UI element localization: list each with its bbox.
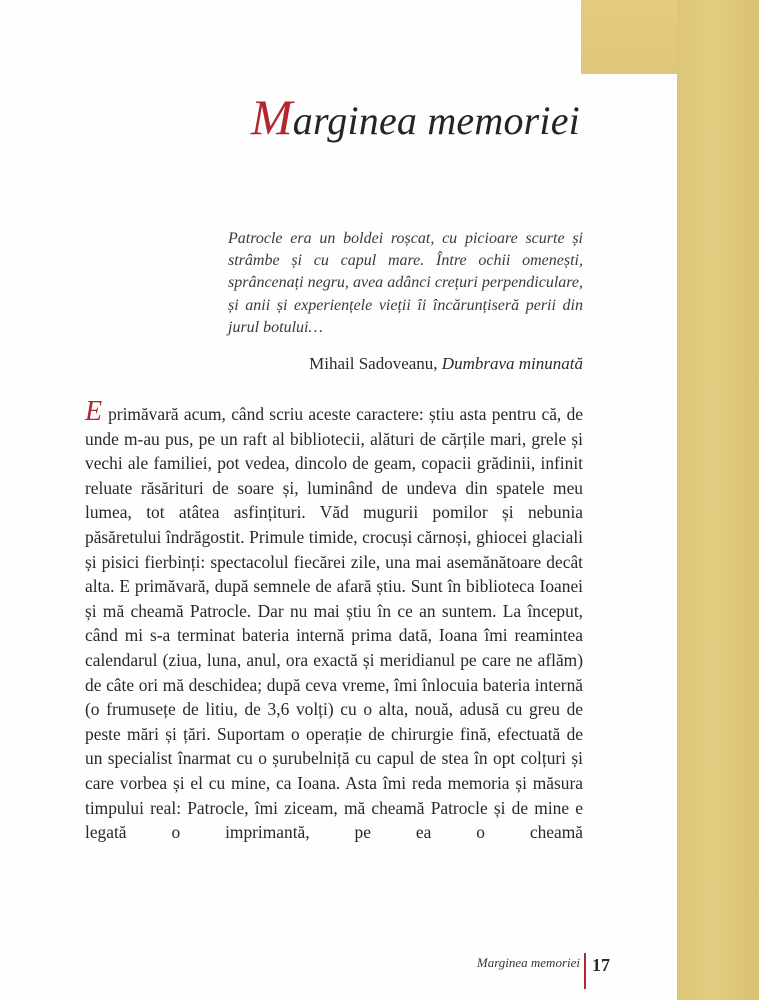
drop-cap: E [85,396,103,427]
body-paragraph [85,398,583,845]
chapter-title [100,88,580,146]
epigraph-work: Dumbrava minunată [441,354,583,373]
title-initial: M [250,89,293,145]
epigraph-author: Mihail Sadoveanu, [309,354,438,373]
epigraph-quote: Patrocle era un boldei roșcat, cu picioare scurte și strâmbe și cu capul mare. Între ochii omenești, sprâncenați negru, avea adânci crețuri perpendiculare, și anii și experiențele vieții îi încărunțiseră perii din jurul botului… [228,230,583,336]
epigraph-attribution [200,354,583,374]
running-footer-title: Marginea memoriei [476,955,580,970]
page-number: 17 [592,955,610,975]
footer-divider [584,953,586,989]
side-decorative-band [677,0,759,1000]
body-text: primăvară acum, când scriu aceste caractere: știu asta pentru că, de unde m-au pus, pe un raft al bibliotecii, alături de cărțile mari, grele și vechi ale familiei, pot vedea, dincolo de geam, copacii grădinii, infinit reluate răsărituri de soare și, luminând de undeva din spatele meu lumea, tot atâtea asfințituri. Văd mugurii pomilor și nebunia păsăretului îndrăgostit. Primule timide, crocuși cărnoși, ghiocei glaciali și pisici fierbinți: spectacolul fiecărei zile, una mai asemănătoare decât alta. E primăvară, după semnele de afară știu. Sunt în biblioteca Ioanei și mă cheamă Patrocle. Dar nu mai știu în ce an suntem. La început, când mi s-a terminat bateria internă prima dată, Ioana îmi reamintea calendarul (ziua, luna, anul, ora exactă și meridianul pe care ne aflăm) de câte ori mă deschidea; după ceva vreme, îmi înlocuia bateria internă (o frumusețe de litiu, de 3,6 volți) cu o alta, nouă, adusă cu greu de peste mări și țări. Suportam o operație de chirurgie fină, efectuată de un specialist înarmat cu o șurubelniță cu capul de stea în opt colțuri și care vorbea și el cu mine, ca Ioana. Asta îmi reda memoria și măsura timpului real: Patrocle, îmi ziceam, mă cheamă Patrocle și de mine e legată o imprimantă, pe ea o cheamă [85,404,583,843]
title-rest: arginea memoriei [292,98,580,143]
